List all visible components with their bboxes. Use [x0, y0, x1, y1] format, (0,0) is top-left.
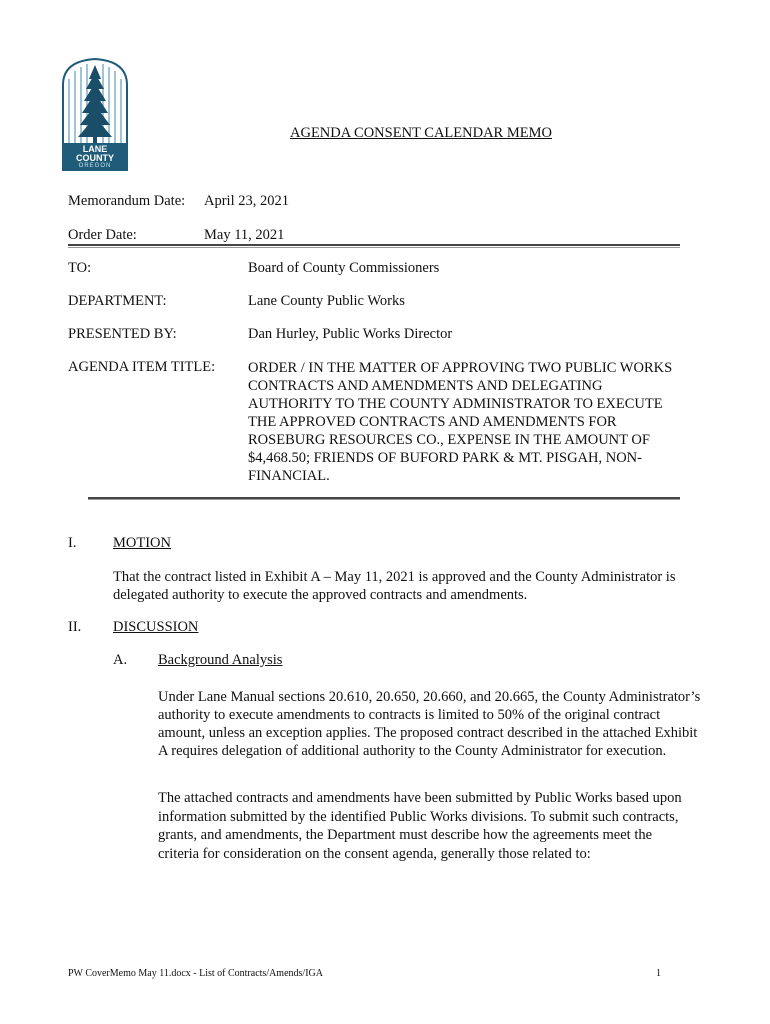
to-value: Board of County Commissioners: [248, 260, 440, 276]
department-label: DEPARTMENT:: [68, 293, 167, 309]
department-value: Lane County Public Works: [248, 293, 405, 309]
section-rule: [88, 497, 680, 500]
motion-text: That the contract listed in Exhibit A – May 11, 2021 is approved and the County Administrator is delegated authority to execute the approved contracts and amendments.: [113, 569, 676, 603]
motion-number: I.: [68, 535, 77, 551]
logo-text-oregon: OREGON: [78, 163, 112, 169]
presented-by-value: Dan Hurley, Public Works Director: [248, 326, 453, 342]
discussion-number: II.: [68, 619, 82, 635]
background-paragraph-1: Under Lane Manual sections 20.610, 20.650, 20.660, and 20.665, the County Administrator’s authority to execute amendments to contracts is limited to 50% of the original contract amount, unless an exception applies. The proposed contract described in the attached Exhibit A requires delegation of additional authority to the County Administrator for execution.: [158, 689, 701, 759]
logo-text-county: COUNTY: [76, 153, 114, 163]
order-date-value: May 11, 2021: [204, 227, 285, 243]
memo-date-label: Memorandum Date:: [68, 193, 186, 209]
agenda-item-title-label: AGENDA ITEM TITLE:: [68, 359, 216, 375]
lane-county-logo: [59, 57, 131, 171]
logo-text-lane: LANE: [82, 144, 108, 154]
memo-title: AGENDA CONSENT CALENDAR MEMO: [290, 125, 552, 141]
memo-date-value: April 23, 2021: [204, 193, 289, 209]
page-number: 1: [656, 968, 661, 979]
header-rule: [68, 244, 680, 248]
order-date-label: Order Date:: [68, 227, 137, 243]
background-analysis-heading: Background Analysis: [158, 652, 283, 668]
agenda-item-title-value: ORDER / IN THE MATTER OF APPROVING TWO PUBLIC WORKS CONTRACTS AND AMENDMENTS AND DELEGATING AUTHORITY TO THE COUNTY ADMINISTRATOR TO EXECUTE THE APPROVED CONTRACTS AND AMENDMENTS FOR ROSEBURG RESOURCES CO., EXPENSE IN THE AMOUNT OF $4,468.50; FRIENDS OF BUFORD PARK & MT. PISGAH, NON-FINANCIAL.: [248, 360, 673, 484]
to-label: TO:: [68, 260, 92, 276]
discussion-heading: DISCUSSION: [113, 619, 199, 635]
background-paragraph-2: The attached contracts and amendments have been submitted by Public Works based upon information submitted by the identified Public Works divisions. To submit such contracts, grants, and amendments, the Department must describe how the agreements meet the criteria for consideration on the consent agenda, generally those related to:: [158, 790, 682, 862]
footer-filename: PW CoverMemo May 11.docx - List of Contracts/Amends/IGA: [68, 968, 323, 979]
presented-by-label: PRESENTED BY:: [68, 326, 177, 342]
subsection-a-number: A.: [113, 652, 128, 668]
motion-heading: MOTION: [113, 535, 171, 551]
